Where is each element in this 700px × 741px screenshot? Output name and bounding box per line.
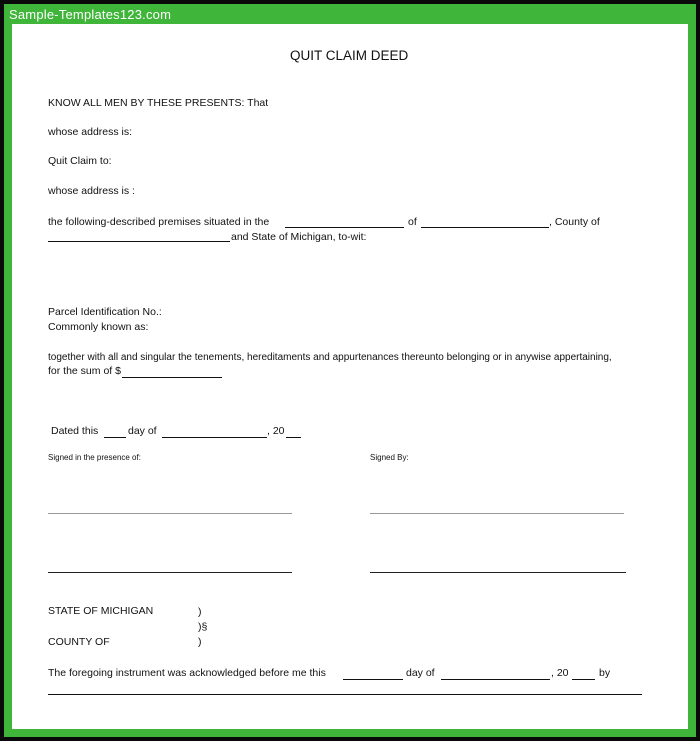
- site-watermark: Sample-Templates123.com: [9, 7, 172, 22]
- signed-presence-label: Signed in the presence of:: [48, 453, 141, 462]
- dated-year-blank: [286, 437, 301, 438]
- ack-by-text: by: [599, 667, 611, 679]
- sum-label: for the sum of $: [48, 365, 121, 377]
- quit-claim-to-label: Quit Claim to:: [48, 155, 112, 167]
- grantor-signature-line-2: [370, 572, 626, 573]
- parcel-id-label: Parcel Identification No.:: [48, 306, 162, 318]
- premises-county-text: , County of: [549, 216, 600, 228]
- whose-address-label-2: whose address is :: [48, 185, 135, 197]
- section-paren: )§: [198, 621, 208, 633]
- sum-blank: [122, 377, 222, 378]
- county-paren: ): [198, 636, 202, 648]
- know-all-line: KNOW ALL MEN BY THESE PRESENTS: That: [48, 97, 269, 109]
- ack-name-blank: [48, 694, 642, 695]
- ack-month-blank: [441, 679, 550, 680]
- document-page: [12, 24, 688, 729]
- signed-by-label: Signed By:: [370, 453, 409, 462]
- premises-of-text: of: [408, 216, 417, 228]
- acknowledged-text: The foregoing instrument was acknowledged before me this: [48, 667, 326, 679]
- witness-signature-line-1: [48, 513, 292, 514]
- county-blank: [48, 241, 230, 242]
- premises-town-blank: [421, 227, 549, 228]
- ack-year-blank: [572, 679, 595, 680]
- dated-day-blank: [104, 437, 126, 438]
- premises-text: the following-described premises situated in the: [48, 216, 270, 228]
- whose-address-label: whose address is:: [48, 126, 133, 138]
- dated-month-blank: [162, 437, 267, 438]
- ack-day-of-text: day of: [406, 667, 435, 679]
- ack-day-blank: [343, 679, 403, 680]
- premises-city-blank: [285, 227, 404, 228]
- day-of-text: day of: [128, 425, 157, 437]
- dated-this-text: Dated this: [51, 425, 99, 437]
- document-title: QUIT CLAIM DEED: [290, 48, 409, 63]
- county-of-label: COUNTY OF: [48, 636, 110, 648]
- dated-year-prefix: , 20: [267, 425, 285, 437]
- witness-signature-line-2: [48, 572, 292, 573]
- state-paren: ): [198, 606, 202, 618]
- grantor-signature-line-1: [370, 513, 624, 514]
- ack-year-prefix: , 20: [551, 667, 569, 679]
- state-michigan-label: STATE OF MICHIGAN: [48, 605, 154, 617]
- together-text: together with all and singular the tenements, hereditaments and appurtenances thereunto belonging or in anywise appertaining,: [48, 352, 612, 363]
- commonly-known-label: Commonly known as:: [48, 321, 149, 333]
- state-towit-text: and State of Michigan, to-wit:: [231, 231, 367, 243]
